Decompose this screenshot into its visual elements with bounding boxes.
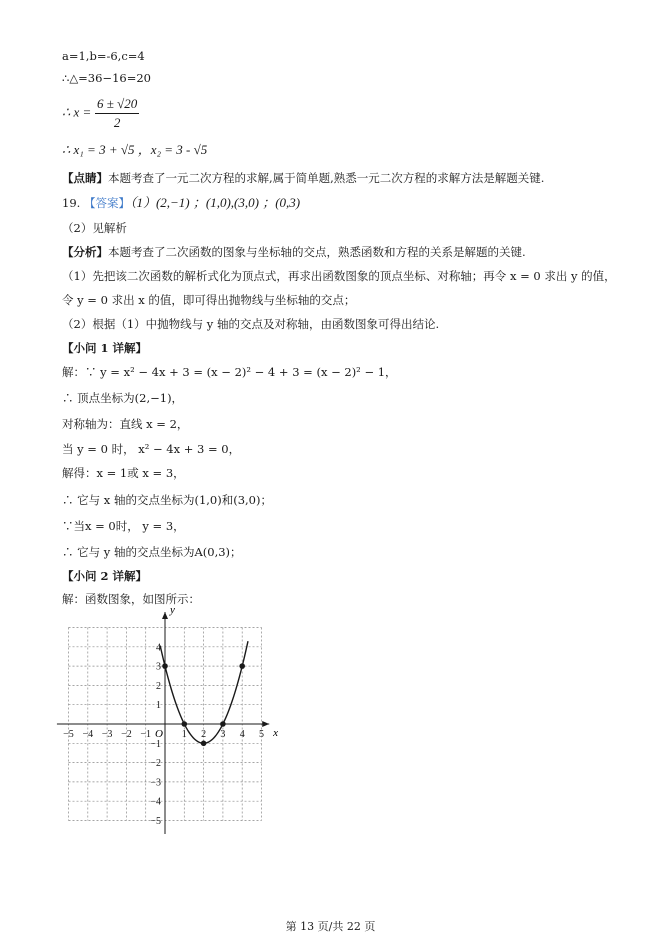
x-tick-label: 5 [259,729,264,740]
x-axis-label: x [273,727,278,739]
x-tick-label: −3 [101,729,113,740]
y-axis-label: y [170,608,175,617]
formula-fraction: $\frac{6 \pm √20}{2}$ [96,96,138,130]
solution-line-9: 解：函数图象，如图所示： [62,592,200,606]
coefficients-line: a=1,b=-6,c=4 [62,49,145,63]
y-tick-label: 3 [156,661,161,673]
solution-line-1: 解：∵ y = x² − 4x + 3 = (x − 2)² − 4 + 3 = (x − 2)² − 1， [62,365,397,379]
solution-line-6: ∴ 它与 x 轴的交点坐标为(1,0)和(3,0)； [62,493,272,507]
delta-line: ∴△=36−16=20 [62,71,151,85]
y-tick-label: −5 [150,816,161,827]
parabola-curve [160,641,248,743]
parabola-graph [52,608,282,838]
y-tick-label: −3 [150,777,161,789]
graph-point [239,663,245,669]
x-tick-label: 3 [220,729,226,740]
graph-ticks [63,642,264,827]
y-tick-label: 4 [156,642,161,654]
graph-axes [57,612,269,834]
graph-point [162,663,168,669]
quadratic-formula-line: ∴ x = $\frac{6 \pm √20}{2}$ [62,96,138,130]
graph-point [182,721,188,727]
subquestion-1-title: 【小问 1 详解】 [62,341,148,355]
y-tick-label: −2 [150,758,161,770]
y-axis-arrow [162,612,168,619]
solution-line-4: 当 y = 0 时， x² − 4x + 3 = 0， [62,442,241,456]
y-tick-label: −1 [150,738,161,750]
x-tick-label: −4 [82,729,94,740]
graph-point [201,741,207,747]
solution-line-7: ∵当x = 0时， y = 3， [62,519,185,533]
analysis-part-1b: 令 y = 0 求出 x 的值，即可得出抛物线与坐标轴的交点； [62,293,356,307]
answer-part-2: （2）见解析 [62,221,127,235]
solution-line-3: 对称轴为：直线 x = 2， [62,417,189,431]
x-tick-label: 2 [201,729,207,740]
solution-line-2: ∴ 顶点坐标为(2,−1)， [62,391,184,405]
analysis-line: 【分析】本题考查了二次函数的图象与坐标轴的交点，熟悉函数和方程的关系是解题的关键. [62,245,526,259]
analysis-part-1: （1）先把该二次函数的解析式化为顶点式，再求出函数图象的顶点坐标、对称轴；再令 x = 0 求出 y 的值， [62,269,616,283]
comment-line: 【点睛】本题考查了一元二次方程的求解,属于简单题,熟悉一元二次方程的求解方法是解题关键. [62,171,545,185]
solution-line-5: 解得：x = 1或 x = 3， [62,466,185,480]
x-tick-label: 4 [239,729,245,740]
subquestion-2-title: 【小问 2 详解】 [62,569,148,583]
origin-label: O [155,728,163,740]
solution-line-8: ∴ 它与 y 轴的交点坐标为A(0,3)； [62,545,242,559]
graph-point [220,721,226,727]
y-tick-label: 1 [156,700,161,712]
y-tick-label: −4 [150,796,161,808]
question-19-answer: 19. 【答案】（1）(2,−1) ；(1,0),(3,0) ；(0,3) [62,195,301,210]
x-tick-label: −1 [140,729,152,740]
x-tick-label: 1 [181,729,187,740]
x-tick-label: −2 [121,729,132,740]
analysis-part-2: （2）根据（1）中抛物线与 y 轴的交点及对称轴，由函数图象可得出结论. [62,317,440,331]
y-tick-label: 2 [156,680,161,692]
page-footer: 第 13 页/共 22 页 [285,920,376,933]
x-tick-label: −5 [63,729,74,740]
roots-line: ∴ x₁ = 3 + √5 ，x₂ = 3 - √5 [62,142,208,157]
answer-tag: 【答案】 [83,196,130,210]
x-axis-arrow [262,721,269,727]
